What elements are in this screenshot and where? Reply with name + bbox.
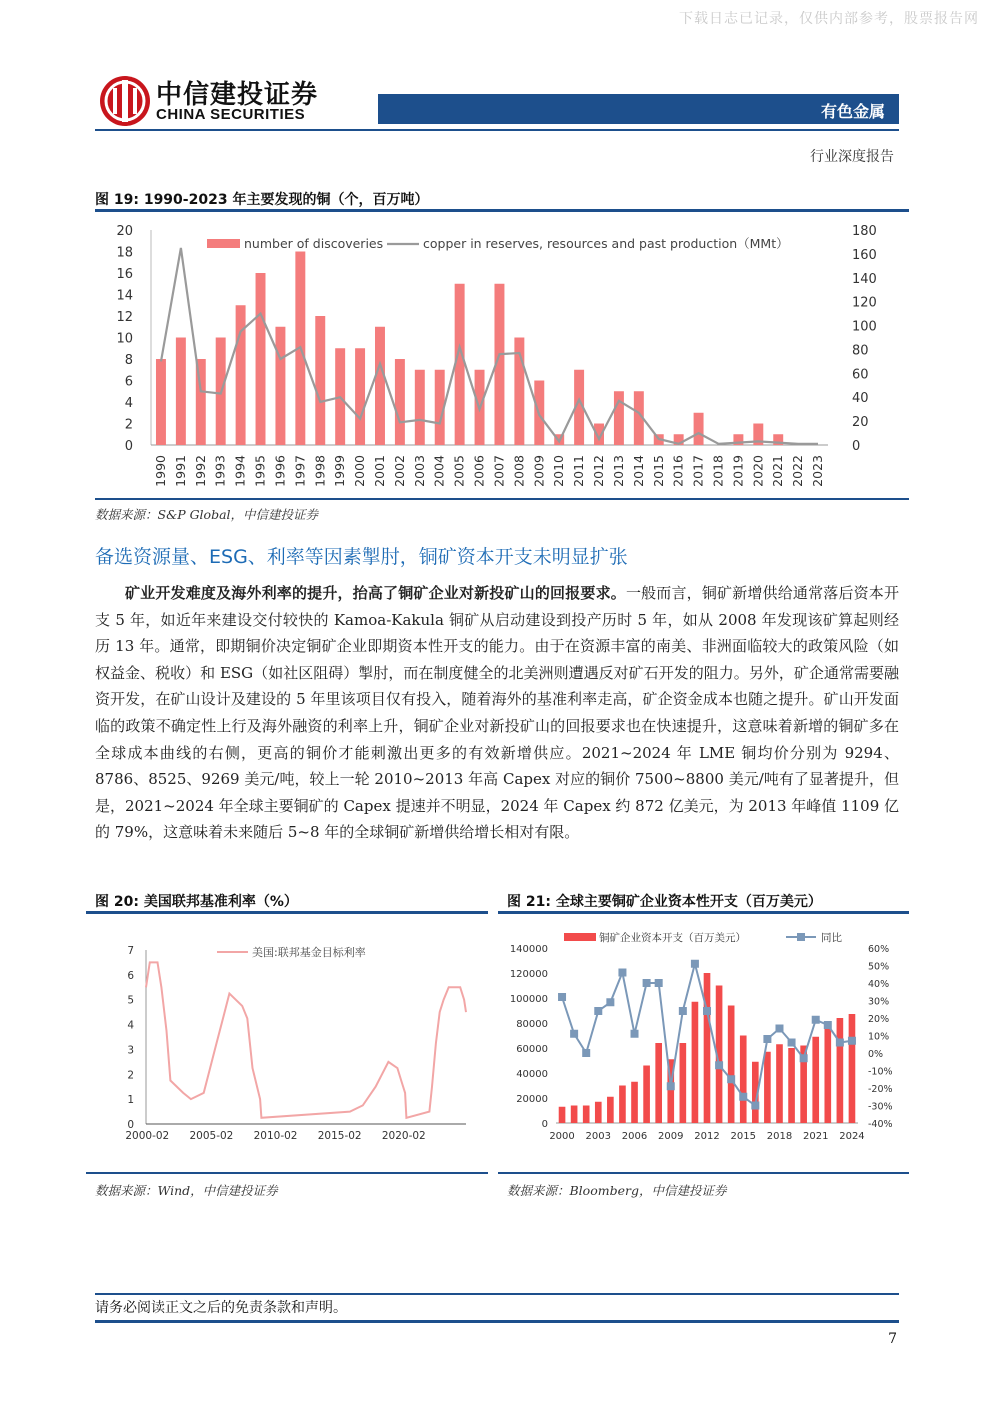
yoy-marker	[594, 1007, 602, 1015]
x-tick-label: 2016	[670, 455, 686, 487]
header-divider	[95, 129, 899, 131]
x-tick-label: 1998	[312, 455, 328, 487]
y-tick-label-left: 20000	[516, 1094, 548, 1105]
y-tick-label: 0	[127, 1119, 134, 1131]
x-tick-label: 2017	[690, 455, 706, 487]
yoy-marker	[751, 1102, 759, 1110]
brand-name-cn: 中信建投证券	[156, 80, 319, 110]
y-tick-label-right: 140	[852, 271, 877, 287]
y-tick-label-left: 10	[116, 331, 133, 347]
y-tick-label-left: 80000	[516, 1019, 548, 1030]
discoveries-bar	[375, 327, 385, 445]
discoveries-bar	[355, 348, 365, 445]
capex-bar	[788, 1048, 795, 1123]
y-tick-label: 6	[127, 969, 134, 982]
discoveries-bar	[694, 413, 704, 445]
yoy-marker	[703, 1007, 711, 1015]
x-tick-label: 2010-02	[253, 1130, 298, 1142]
y-tick-label-right: 0%	[868, 1049, 884, 1060]
x-tick-label: 1991	[172, 455, 188, 487]
x-tick-label: 2000	[549, 1131, 575, 1142]
x-tick-label: 1993	[212, 455, 228, 487]
x-tick-label: 2021	[802, 1131, 829, 1142]
y-tick-label-left: 100000	[509, 994, 548, 1005]
figure21-title: 图 21: 全球主要铜矿企业资本性开支（百万美元）	[507, 894, 822, 910]
yoy-marker	[824, 1021, 832, 1029]
figure20-top-rule	[86, 911, 488, 914]
yoy-marker	[679, 1007, 687, 1015]
x-tick-label: 2012	[694, 1131, 720, 1142]
capex-bar	[849, 1014, 856, 1123]
x-tick-label: 1996	[272, 455, 288, 487]
yoy-marker	[667, 1082, 675, 1090]
y-tick-label-left: 20	[116, 224, 133, 239]
x-tick-label: 2009	[658, 1131, 684, 1142]
yoy-marker	[643, 979, 651, 987]
capex-bar	[595, 1102, 602, 1123]
x-tick-label: 2006	[471, 455, 487, 487]
capex-bar	[607, 1097, 614, 1123]
yoy-marker	[739, 1093, 747, 1101]
watermark-text: 下载日志已记录，仅供内部参考，股票报告网	[679, 11, 979, 27]
section-heading: 备选资源量、ESG、利率等因素掣肘，铜矿资本开支未明显扩张	[95, 546, 628, 568]
y-tick-label-right: -10%	[868, 1066, 893, 1078]
x-tick-label: 2003	[585, 1131, 612, 1142]
y-tick-label-left: 8	[124, 353, 133, 368]
figure20-chart	[95, 916, 485, 1172]
figure19-chart	[95, 214, 909, 498]
yoy-marker	[727, 1075, 735, 1083]
y-tick-label: 2	[127, 1069, 134, 1082]
yoy-marker	[606, 998, 614, 1006]
x-tick-label: 2000	[352, 455, 368, 487]
y-tick-label-right: 20	[852, 415, 869, 431]
y-tick-label-right: -40%	[868, 1119, 893, 1130]
y-tick-label: 7	[127, 945, 134, 957]
y-tick-label-right: -30%	[868, 1101, 893, 1113]
yoy-marker	[775, 1025, 783, 1033]
x-tick-label: 2015-02	[317, 1130, 362, 1142]
y-tick-label-right: 40	[852, 391, 869, 407]
x-tick-label: 2018	[710, 455, 726, 487]
discoveries-bar	[315, 316, 325, 445]
y-tick-label-left: 14	[116, 288, 133, 304]
y-tick-label-right: 10%	[868, 1031, 890, 1043]
discoveries-bar	[176, 338, 186, 446]
y-tick-label-right: 180	[852, 224, 877, 239]
fed-rate-line	[146, 962, 466, 1117]
legend-bar-swatch	[207, 239, 240, 248]
y-tick-label-right: 30%	[868, 996, 890, 1008]
capex-bar	[704, 973, 711, 1123]
y-tick-label-left: 40000	[516, 1069, 548, 1080]
x-tick-label: 1990	[152, 455, 168, 487]
x-tick-label: 2024	[839, 1131, 865, 1142]
y-tick-label: 5	[127, 994, 134, 1007]
yoy-marker	[763, 1035, 771, 1043]
capex-bar	[692, 1002, 699, 1123]
yoy-marker	[558, 993, 566, 1001]
y-tick-label-right: 60	[852, 367, 869, 383]
capex-bar	[776, 1044, 783, 1123]
y-tick-label-left: 140000	[509, 944, 548, 955]
y-tick-label-right: 50%	[868, 961, 890, 973]
discoveries-bar	[156, 359, 166, 445]
x-tick-label: 2005-02	[189, 1130, 234, 1142]
report-type: 行业深度报告	[810, 149, 894, 165]
discoveries-bar	[415, 370, 425, 445]
y-tick-label-right: 100	[852, 319, 877, 335]
y-tick-label-left: 4	[124, 396, 133, 411]
x-tick-label: 1992	[192, 455, 208, 487]
china-securities-logo-icon	[98, 74, 152, 128]
figure20-title: 图 20: 美国联邦基准利率（%）	[95, 894, 298, 910]
figure19-bottom-rule	[95, 498, 909, 500]
y-tick-label: 4	[127, 1019, 134, 1032]
discoveries-bar	[256, 273, 266, 445]
capex-bar	[571, 1106, 578, 1124]
x-tick-label: 1999	[332, 455, 348, 487]
x-tick-label: 2008	[511, 455, 527, 487]
yoy-marker	[570, 1030, 578, 1038]
x-tick-label: 2012	[591, 455, 607, 487]
x-tick-label: 1997	[292, 455, 308, 487]
capex-bar	[583, 1106, 590, 1124]
y-tick-label-left: 6	[124, 374, 133, 390]
capex-bar	[728, 1006, 735, 1124]
yoy-marker	[836, 1039, 844, 1047]
x-tick-label: 2021	[770, 455, 786, 487]
body-paragraph	[95, 580, 899, 846]
x-tick-label: 2015	[650, 455, 666, 487]
yoy-marker	[582, 1049, 590, 1057]
figure19-top-rule	[95, 209, 909, 212]
y-tick-label-right: 40%	[868, 979, 890, 990]
discoveries-bar	[395, 359, 405, 445]
y-tick-label-right: 60%	[868, 944, 890, 955]
y-tick-label: 3	[127, 1044, 134, 1057]
y-tick-label-left: 16	[116, 267, 133, 282]
capex-bar	[631, 1082, 638, 1123]
footer-top-rule	[95, 1293, 899, 1295]
figure20-bottom-rule	[86, 1172, 488, 1174]
y-tick-label-right: 120	[852, 295, 877, 311]
figure20-source: 数据来源：Wind，中信建投证券	[95, 1183, 278, 1198]
figure19-title: 图 19: 1990-2023 年主要发现的铜（个，百万吨）	[95, 192, 429, 208]
discoveries-bar	[275, 327, 285, 445]
x-tick-label: 2007	[491, 455, 507, 487]
yoy-marker	[655, 979, 663, 987]
x-tick-label: 2010	[551, 455, 567, 487]
x-tick-label: 1994	[232, 455, 248, 487]
x-tick-label: 2001	[371, 455, 387, 487]
y-tick-label-right: -20%	[868, 1084, 893, 1095]
y-tick-label: 1	[127, 1094, 134, 1107]
y-tick-label-left: 12	[116, 310, 133, 325]
x-tick-label: 2014	[630, 455, 646, 487]
legend-line-label: copper in reserves, resources and past production（MMt）	[423, 236, 789, 251]
x-tick-label: 2006	[621, 1131, 648, 1142]
capex-bar	[559, 1107, 566, 1123]
figure21-source: 数据来源：Bloomberg，中信建投证券	[507, 1183, 727, 1198]
figure21-top-rule	[498, 911, 909, 914]
page-number: 7	[888, 1331, 897, 1347]
y-tick-label-left: 60000	[516, 1044, 548, 1055]
x-tick-label: 2023	[810, 455, 826, 487]
legend-bar-swatch	[564, 933, 596, 941]
capex-bar	[619, 1086, 626, 1124]
yoy-marker	[812, 1016, 820, 1024]
capex-bar	[643, 1066, 650, 1124]
x-tick-label: 2020	[750, 455, 766, 487]
x-tick-label: 2003	[411, 455, 427, 487]
yoy-marker	[691, 960, 699, 968]
x-tick-label: 2002	[391, 455, 407, 487]
discoveries-bar	[614, 391, 624, 445]
y-tick-label-right: 80	[852, 343, 869, 359]
capex-bar	[740, 1036, 747, 1124]
capex-bar	[824, 1023, 831, 1123]
yoy-marker	[800, 1054, 808, 1062]
x-tick-label: 2018	[766, 1131, 793, 1142]
x-tick-label: 2009	[531, 455, 547, 487]
paragraph-body: 一般而言，铜矿新增供给通常落后资本开支 5 年，如近年来建设交付较快的 Kamoa-Kakula 铜矿从启动建设到投产历时 5 年，如从 2008 年发现该矿算起则经历 13 年。通常，即期铜价决定铜矿企业即期资本性开支的能力。由于在资源丰富的南美、非洲面临较大的政策风险（如权益金、税收）和 ESG（如社区阻碍）掣肘，而在制度健全的北美洲则遭遇反对矿石开发的阻力。另外，矿企通常需要融资开发，在矿山设计及建设的 5 年里该项目仅有投入，随着海外的基准利率走高，矿企资金成本也随之提升。矿山开发面临的政策不确定性上行及海外融资的利率上升，铜矿企业对新投矿山的回报要求也在快速提升，这意味着新增的铜矿多在全球成本曲线的右侧，更高的铜价才能刺激出更多的有效新增供应。2021~2024 年 LME 铜均价分别为 9294、8786、8525、9269 美元/吨，较上一轮 2010~2013 年高 Capex 对应的铜价 7500~8800 美元/吨有了显著提升，但是，2021~2024 年全球主要铜矿的 Capex 提速并不明显，2024 年 Capex 约 872 亿美元，为 2013 年峰值 1109 亿的 79%，这意味着未来随后 5~8 年的全球铜矿新增供给增长相对有限。	[95, 584, 900, 842]
x-tick-label: 2000-02	[125, 1130, 170, 1142]
capex-bar	[655, 1043, 662, 1123]
x-tick-label: 2020-02	[381, 1130, 426, 1142]
yoy-marker	[715, 1061, 723, 1069]
x-tick-label: 2011	[571, 454, 587, 487]
capex-bar	[764, 1052, 771, 1123]
legend-line-label: 同比	[821, 932, 842, 944]
yoy-marker	[788, 1039, 796, 1047]
sector-banner	[378, 94, 899, 124]
x-tick-label: 2022	[790, 455, 806, 487]
discoveries-bar	[236, 305, 246, 445]
x-tick-label: 2015	[730, 1131, 756, 1142]
disclaimer-note: 请务必阅读正文之后的免责条款和声明。	[95, 1300, 347, 1316]
figure19-source: 数据来源：S&P Global，中信建投证券	[95, 507, 319, 522]
legend-bar-label: number of discoveries	[244, 236, 384, 251]
y-tick-label-right: 0	[852, 439, 861, 454]
x-tick-label: 2005	[451, 455, 467, 487]
x-tick-label: 2004	[431, 455, 447, 487]
figure21-bottom-rule	[498, 1172, 909, 1174]
y-tick-label-left: 0	[124, 439, 133, 454]
legend-label: 美国:联邦基金目标利率	[252, 946, 366, 959]
yoy-marker	[848, 1037, 856, 1045]
y-tick-label-left: 18	[116, 245, 133, 261]
legend-line-marker	[797, 933, 805, 941]
legend-bar-label: 铜矿企业资本开支（百万美元）	[599, 932, 746, 944]
capex-bar	[837, 1018, 844, 1123]
x-tick-label: 1995	[252, 455, 268, 487]
footer-bottom-rule	[95, 1320, 899, 1323]
y-tick-label-left: 120000	[509, 969, 548, 980]
y-tick-label-right: 20%	[868, 1014, 890, 1025]
y-tick-label-left: 0	[541, 1119, 548, 1130]
yoy-marker	[618, 969, 626, 977]
y-tick-label-left: 2	[124, 417, 133, 433]
x-tick-label: 2013	[610, 455, 626, 487]
capex-bar	[680, 1043, 687, 1123]
sector-label: 有色金属	[820, 102, 885, 121]
y-tick-label-right: 160	[852, 247, 877, 263]
paragraph-lead: 矿业开发难度及海外利率的提升，抬高了铜矿企业对新投矿山的回报要求。	[125, 584, 626, 602]
yoy-marker	[631, 1030, 639, 1038]
figure21-chart	[498, 916, 909, 1172]
brand-name-en: CHINA SECURITIES	[156, 106, 306, 123]
capex-bar	[812, 1037, 819, 1123]
x-tick-label: 2019	[730, 455, 746, 487]
